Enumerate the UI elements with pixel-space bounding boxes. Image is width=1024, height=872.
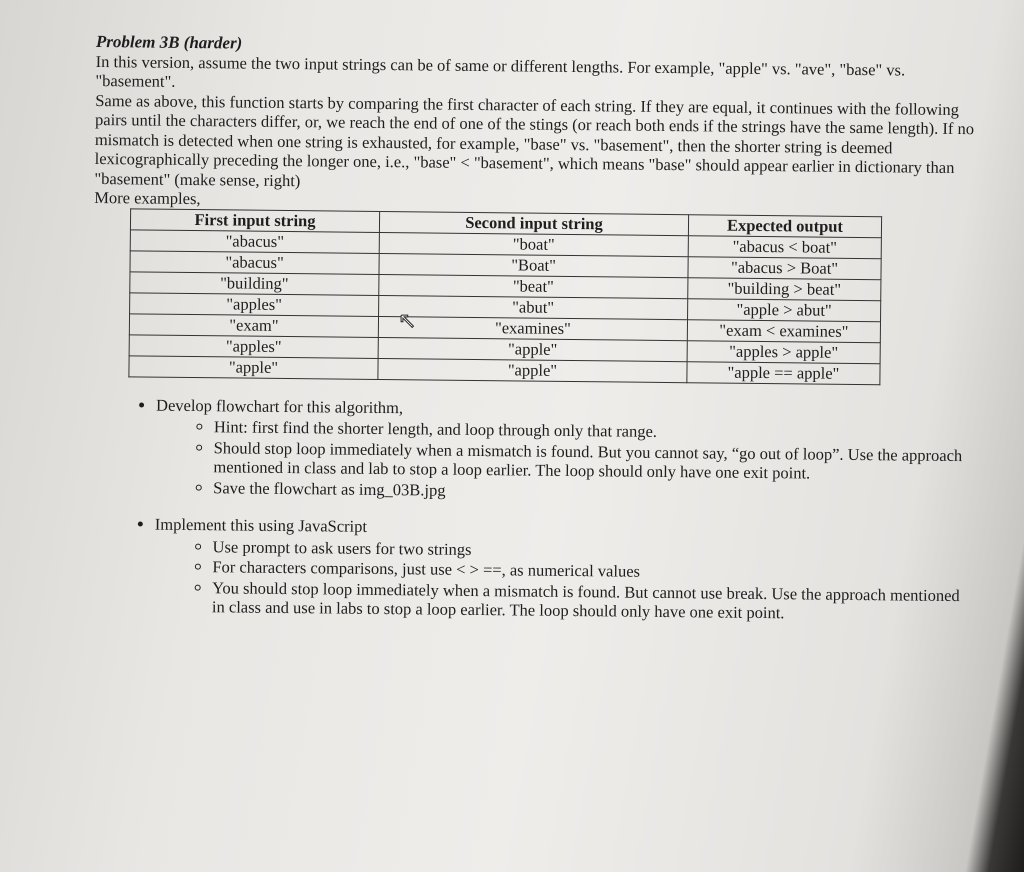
table-cell: "apples > apple" (687, 340, 880, 363)
problem-title: Problem 3B (harder) (95, 32, 243, 53)
table-cell: "apples" (130, 292, 379, 316)
table-cell: "building > beat" (688, 277, 881, 300)
subtask-item: ◦ Use prompt to ask users for two strings (213, 537, 971, 564)
table-cell: "apple" (129, 355, 378, 379)
table-cell: "apple" (378, 358, 687, 382)
subtask-list (155, 417, 972, 506)
table-cell: "apple == apple" (687, 361, 880, 384)
table-cell: "abacus < boat" (688, 235, 881, 258)
subtask-list (154, 536, 971, 625)
subtask-item: ◦ For characters comparisons, just use < > ==, as numerical values (212, 557, 970, 584)
table-cell: "examines" (378, 316, 687, 340)
description-paragraph: Same as above, this function starts by comparing the first character of each string. If they are equal, it continues with the following pairs until the characters differ, or, we reach the end of one of the stings (or reach both ends if the strings have the same length). If no mismatch is detected when one string is exhausted, for example, "base" vs. "basement", then the shorter string is deemed lexicographically preceding the longer one, i.e., "base" < "basement", which means "base" should appear earlier in dictionary than "basement" (make sense, right) (94, 90, 975, 190)
table-cell: "building" (130, 271, 379, 295)
table-cell: "abacus > Boat" (688, 256, 881, 279)
mouse-cursor-icon: ↖ (398, 308, 417, 333)
subtask-item: ◦ Should stop loop immediately when a mismatch is found. But you cannot say, “go out of loop”. Use the approach mentioned in class and lab to stop a loop earlier. The loop should only have one exit point. (213, 438, 971, 485)
table-cell: "abacus" (130, 250, 379, 274)
examples-table (128, 208, 882, 385)
examples-label: More examples, (94, 187, 201, 209)
subtask-item: ◦ You should stop loop immediately when a mismatch is found. But cannot use break. Use the approach mentioned in class and use in labs to stop a loop earlier. The loop should only have one exit point. (212, 578, 970, 625)
table-cell: "exam" (129, 313, 378, 337)
table-cell: "boat" (379, 232, 688, 256)
header-first-input: First input string (130, 208, 379, 232)
task-item (155, 395, 972, 505)
header-expected-output: Expected output (688, 214, 881, 237)
table-cell: "abut" (379, 295, 688, 319)
table-cell: "exam < examines" (687, 319, 880, 342)
document (90, 32, 976, 643)
table-cell: "apples" (129, 334, 378, 358)
task-item (154, 515, 971, 625)
table-cell: "beat" (379, 274, 688, 298)
subtask-item: ◦ Save the flowchart as img_03B.jpg (213, 478, 971, 505)
intro-paragraph: In this version, assume the two input strings can be of same or different lengths. For example, "apple" vs. "ave", "base" vs. "basement". (95, 51, 906, 91)
table-cell: "abacus" (130, 229, 379, 253)
table-cell: "apple > abut" (688, 298, 881, 321)
subtask-item: ◦ Hint: first find the shorter length, and loop through only that range. (214, 417, 972, 444)
table-cell: "apple" (378, 337, 687, 361)
task-list (90, 394, 972, 624)
task-text: Develop flowchart for this algorithm, (156, 395, 404, 417)
header-second-input: Second input string (379, 211, 688, 235)
table-cell: "Boat" (379, 253, 688, 277)
task-text: Implement this using JavaScript (154, 514, 368, 536)
